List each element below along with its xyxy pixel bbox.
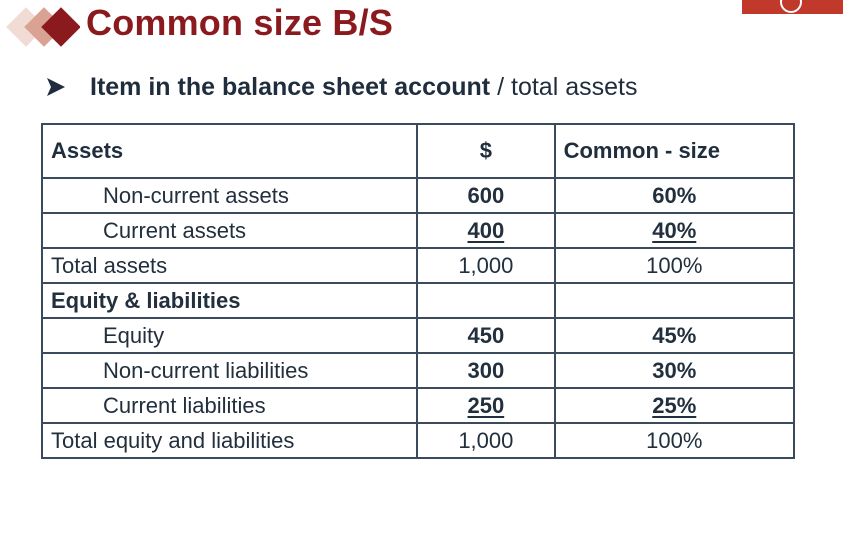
balance-sheet-table	[41, 123, 795, 459]
row-common-size: 60%	[555, 178, 794, 213]
table-header-row	[42, 124, 794, 178]
row-common-size	[555, 283, 794, 318]
table-row	[42, 318, 794, 353]
bullet-definition	[44, 70, 637, 104]
row-amount	[417, 283, 554, 318]
header-common-size: Common - size	[555, 124, 794, 178]
brand-mark-icon	[780, 0, 802, 13]
slide-title: Common size B/S	[86, 2, 394, 43]
row-amount: 1,000	[417, 423, 554, 458]
row-common-size: 25%	[555, 388, 794, 423]
row-amount: 300	[417, 353, 554, 388]
row-label: Total equity and liabilities	[42, 423, 417, 458]
title-diamonds-icon	[0, 0, 80, 56]
row-amount: 1,000	[417, 248, 554, 283]
row-amount: 450	[417, 318, 554, 353]
row-amount: 250	[417, 388, 554, 423]
row-common-size: 45%	[555, 318, 794, 353]
table-row	[42, 423, 794, 458]
table-row	[42, 353, 794, 388]
row-common-size: 30%	[555, 353, 794, 388]
table-row	[42, 283, 794, 318]
header-amount: $	[417, 124, 554, 178]
table-row	[42, 248, 794, 283]
row-label: Non-current assets	[42, 178, 417, 213]
row-common-size: 100%	[555, 423, 794, 458]
corner-brand-bar	[742, 0, 843, 14]
row-common-size: 40%	[555, 213, 794, 248]
row-label: Current liabilities	[42, 388, 417, 423]
row-common-size: 100%	[555, 248, 794, 283]
row-amount: 400	[417, 213, 554, 248]
table-row	[42, 213, 794, 248]
row-label: Total assets	[42, 248, 417, 283]
row-label: Current assets	[42, 213, 417, 248]
table-row	[42, 178, 794, 213]
bullet-rest-text: / total assets	[497, 72, 638, 101]
header-assets: Assets	[42, 124, 417, 178]
row-label: Non-current liabilities	[42, 353, 417, 388]
table-row	[42, 388, 794, 423]
row-label: Equity & liabilities	[42, 283, 417, 318]
row-amount: 600	[417, 178, 554, 213]
bullet-bold-text: Item in the balance sheet account	[90, 72, 491, 101]
arrowhead-bullet-icon	[44, 75, 68, 99]
row-label: Equity	[42, 318, 417, 353]
